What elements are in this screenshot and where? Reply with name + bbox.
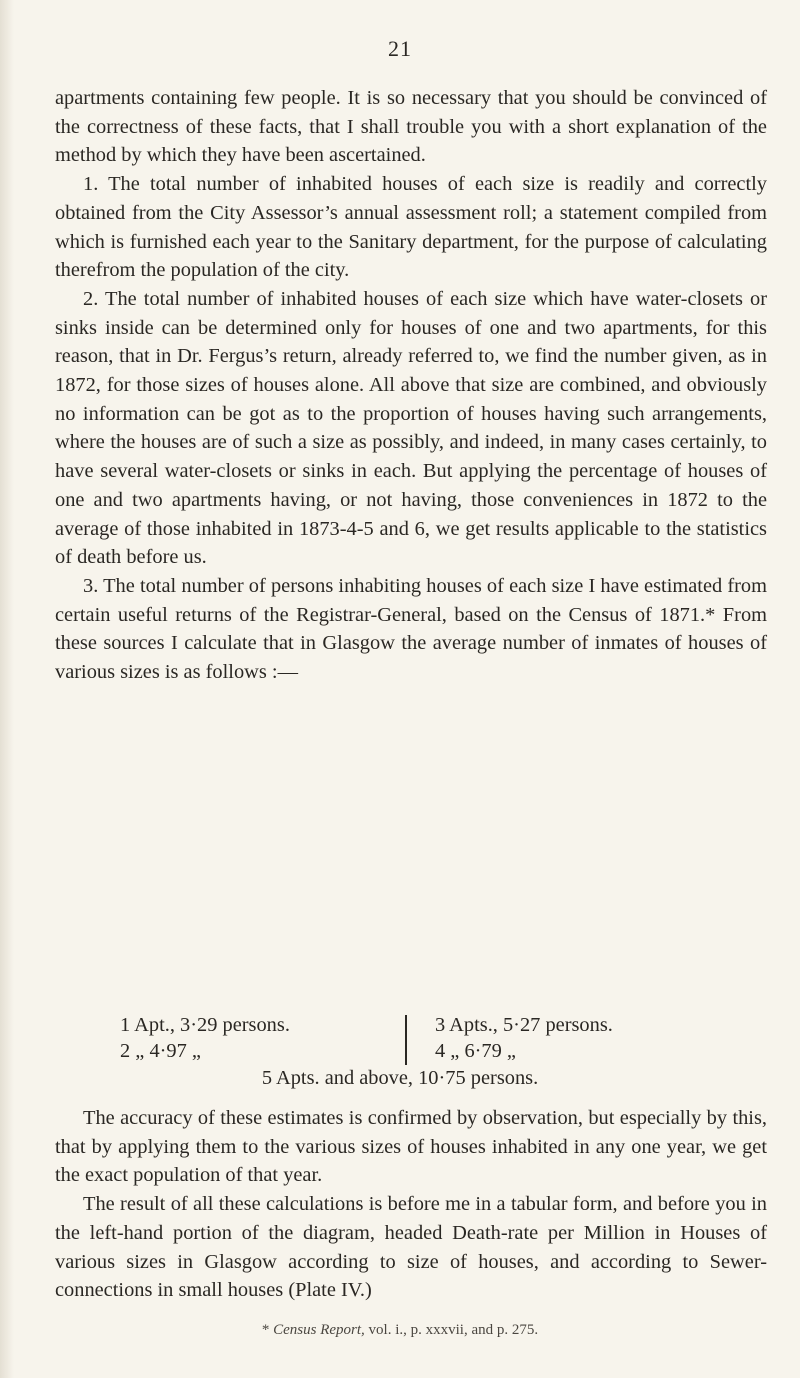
- paragraph-point-1: 1. The total number of inhabited houses of each size is readily and correctly obtained from the City Assessor’s annual assessment roll; a statement compiled from which is furnished each year to the Sanitary department, for the purpose of calculating therefrom the population of the city.: [55, 173, 767, 282]
- page-edge-shadow: [0, 0, 14, 1378]
- paragraph-accuracy: The accuracy of these estimates is confirmed by observation, but especially by this, that by applying them to the various sizes of houses inhabited in any one year, we get the exact population of that year.: [55, 1107, 767, 1187]
- footnote-mark: *: [261, 1322, 270, 1338]
- table-row: 3 Apts., 5·27 persons.: [435, 1014, 613, 1036]
- table-bottom-row: 5 Apts. and above, 10·75 persons.: [261, 1067, 539, 1089]
- paragraph-result: The result of all these calculations is before me in a tabular form, and before you in the left-hand portion of the diagram, headed Death-rate per Million in Houses of various sizes in Glasgow according to size of houses, and according to Sewer-connections in small houses (Plate IV.): [55, 1193, 767, 1302]
- page-number: 21: [388, 36, 412, 61]
- main-text-continued: [55, 1104, 767, 1305]
- paragraph-continuation: apartments containing few people. It is so necessary that you should be convinced of the correctness of these facts, that I shall trouble you with a short explanation of the method by which they have been ascertained.: [55, 87, 767, 167]
- footnote: [0, 1322, 800, 1339]
- paragraph-point-3: 3. The total number of persons inhabiting houses of each size I have estimated from certain useful returns of the Registrar-General, based on the Census of 1871.* From these sources I calculate that in Glasgow the average number of inmates of houses of various sizes is as follows :—: [55, 574, 767, 684]
- main-text: [55, 84, 767, 687]
- table-row: 1 Apt., 3·29 persons.: [120, 1014, 290, 1036]
- table-right-column: [435, 1012, 695, 1064]
- table-row: 2 „ 4·97 „: [120, 1040, 201, 1062]
- footnote-title: Census Report,: [273, 1322, 365, 1338]
- column-divider: [405, 1015, 407, 1065]
- table-row: 4 „ 6·79 „: [435, 1040, 516, 1062]
- paragraph-point-2: 2. The total number of inhabited houses of each size which have water-closets or sinks inside can be determined only for houses of one and two apartments, for this reason, that in Dr. Fergus’s return, already referred to, we find the number given, as in 1872, for those sizes of houses alone. All above that size are combined, and obviously no information can be got as to the proportion of houses having such arrangements, where the houses are of such a size as possibly, and indeed, in many cases certainly, to have several water-closets or sinks in each. But applying the percentage of houses of one and two apartments having, or not having, those conveniences in 1872 to the average of those inhabited in 1873-4-5 and 6, we get results applicable to the statistics of death before us.: [55, 287, 767, 569]
- footnote-reference: vol. i., p. xxxvii, and p. 275.: [368, 1322, 539, 1338]
- table-left-column: [120, 1012, 360, 1064]
